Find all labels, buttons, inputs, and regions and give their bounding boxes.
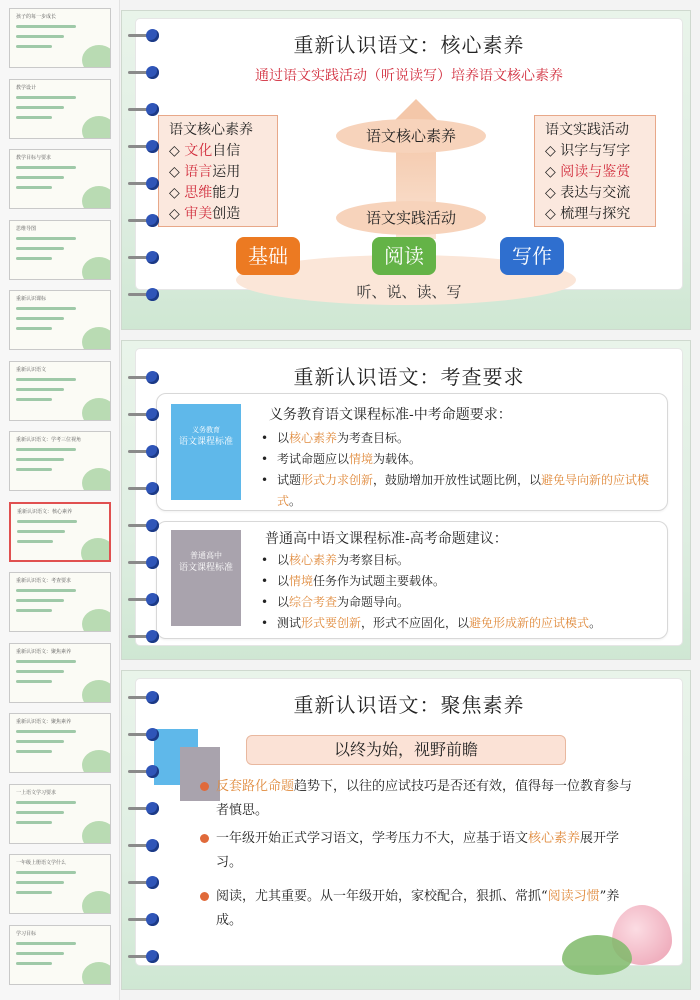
binder-ring <box>128 408 160 422</box>
thumbnail-line <box>16 116 52 119</box>
item-text: 。 <box>589 616 602 630</box>
para-text: 阅读，尤其重要。从一年级开始，家校配合，狠抓、常抓“ <box>216 889 548 904</box>
box-item <box>545 204 645 225</box>
box-heading: 语文实践活动 <box>545 122 629 138</box>
item-text: 试题 <box>277 473 302 487</box>
ring-hole-icon <box>146 140 159 153</box>
practice-ellipse: 语文实践活动 <box>336 201 486 235</box>
diamond-icon: ◇ <box>545 143 561 159</box>
thumbnail-label: 重新认识语文：聚焦素养 <box>16 648 72 655</box>
item-text: 表达与交流 <box>560 185 631 201</box>
requirements-list <box>257 428 657 512</box>
thumbnail-line <box>16 307 76 310</box>
practice-activity-box <box>534 115 656 227</box>
highlight-text: 审美 <box>184 206 213 222</box>
binder-ring <box>128 876 160 890</box>
thumbnail-label: 一年级上册语文学什么 <box>16 860 67 866</box>
highlight-text: 形式力求创新 <box>301 473 374 487</box>
box-item <box>169 183 267 204</box>
thumbnail-line <box>16 468 52 471</box>
binder-ring <box>128 251 160 265</box>
binder-ring <box>128 214 160 228</box>
item-text: 自信 <box>212 143 241 159</box>
ring-hole-icon <box>146 66 159 79</box>
highlight-text: 阅读习惯 <box>547 889 600 904</box>
thumbnail-line <box>16 609 52 612</box>
thumbnail-label: 重新认识语文：学考三位视角 <box>16 437 82 443</box>
slide-thumbnail[interactable] <box>9 79 111 139</box>
core-literacy-box <box>158 115 278 227</box>
ring-hole-icon <box>146 288 159 301</box>
item-text: 以 <box>277 574 290 588</box>
ring-hole-icon <box>146 839 159 852</box>
thumbnail-label: 重新认识语文 <box>16 366 47 373</box>
binder-ring <box>128 839 160 853</box>
thumbnail-line <box>16 327 52 330</box>
thumbnail-line <box>16 750 52 753</box>
requirement-item <box>257 550 677 571</box>
item-text: 任务作为试题主要载体。 <box>313 574 446 588</box>
leaf-decoration <box>81 538 111 562</box>
thumbnail-line <box>16 811 64 814</box>
slide-thumbnail[interactable] <box>9 290 111 350</box>
book-title-text: 语文课程标准 <box>178 437 233 447</box>
leaf-decoration <box>82 891 111 914</box>
thumbnail-line <box>16 186 52 189</box>
ring-hole-icon <box>146 765 159 778</box>
thumbnail-label: 学习目标 <box>16 930 37 937</box>
thumbnail-label: 教学目标与要求 <box>16 155 52 161</box>
para-text: 一年级开始正式学习语文，学考压力不大，应基于语文 <box>216 831 529 846</box>
slide-thumbnail[interactable] <box>9 502 111 562</box>
focus-paragraph <box>216 775 642 823</box>
book-cover-grey <box>180 747 220 801</box>
focus-paragraph <box>216 885 642 933</box>
highlight-text: 情境 <box>289 574 314 588</box>
thumbnail-label: 一上语文学习要求 <box>16 789 57 796</box>
thumbnail-line <box>16 25 76 28</box>
diamond-icon: ◇ <box>169 164 185 180</box>
leaf-decoration <box>82 609 111 632</box>
ring-hole-icon <box>146 214 159 227</box>
box-item <box>545 183 645 204</box>
ring-hole-icon <box>146 103 159 116</box>
slide-title: 重新认识语文：聚焦素养 <box>293 693 525 717</box>
slide-thumbnail[interactable] <box>9 361 111 421</box>
binder-ring <box>128 593 160 607</box>
binder-ring <box>128 29 160 43</box>
item-text: 为命题导向。 <box>337 595 410 609</box>
box-item <box>169 204 267 225</box>
ring-hole-icon <box>146 691 159 704</box>
item-text: ，鼓励增加开放性试题比例，以 <box>373 473 542 487</box>
binder-ring <box>128 913 160 927</box>
highlight-text: 反套路化命题 <box>216 779 295 794</box>
thumbnail-line <box>16 378 76 381</box>
slide-thumbnail[interactable] <box>9 854 111 914</box>
thumbnail-line <box>16 730 76 733</box>
book-cover-compulsory <box>171 404 241 500</box>
highlight-text: 语言 <box>184 164 213 180</box>
item-text: 考试命题应以 <box>277 452 350 466</box>
slide-thumbnail-panel[interactable] <box>0 0 120 1000</box>
bullet-dot-icon <box>200 782 209 791</box>
thumbnail-line <box>16 881 64 884</box>
leaf-decoration <box>82 186 111 209</box>
thumbnail-line <box>16 176 64 179</box>
leaf-decoration <box>82 468 111 491</box>
middle-school-card <box>156 393 668 511</box>
thumbnail-line <box>16 35 64 38</box>
ring-hole-icon <box>146 556 159 569</box>
thumbnail-line <box>17 540 53 543</box>
ring-hole-icon <box>146 408 159 421</box>
highlight-text: 情境 <box>349 452 374 466</box>
diamond-icon: ◇ <box>169 206 185 222</box>
thumbnail-line <box>16 398 52 401</box>
slide-thumbnail[interactable] <box>9 643 111 703</box>
thumbnail-line <box>16 247 64 250</box>
leaf-decoration <box>82 327 111 350</box>
thumbnail-label: 重新认识语文：聚焦素养 <box>16 719 72 725</box>
box-item <box>545 162 645 183</box>
binder-ring <box>128 691 160 705</box>
slide-thumbnail[interactable] <box>9 149 111 209</box>
binder-ring <box>128 519 160 533</box>
slide-exam-requirements[interactable] <box>121 340 691 660</box>
notebook-page <box>136 679 682 965</box>
thumbnail-label: 孩子的每一步成长 <box>16 14 57 20</box>
thumbnail-line <box>16 96 76 99</box>
ring-hole-icon <box>146 802 159 815</box>
thumbnail-line <box>16 599 64 602</box>
core-literacy-ellipse: 语文核心素养 <box>336 119 486 153</box>
item-text: 为考察目标。 <box>337 553 410 567</box>
book-cover-senior <box>171 530 241 626</box>
requirement-item <box>257 428 657 449</box>
binder-ring <box>128 482 160 496</box>
ring-hole-icon <box>146 371 159 384</box>
thumbnail-line <box>16 257 52 260</box>
binder-ring <box>128 140 160 154</box>
slide-core-literacy[interactable] <box>121 10 691 330</box>
requirement-item <box>257 470 657 512</box>
thumbnail-label: 重新认识语文：核心素养 <box>17 508 73 515</box>
binder-ring <box>128 802 160 816</box>
thumbnail-line <box>16 891 52 894</box>
binder-ring <box>128 66 160 80</box>
highlight-text: 避免导向新的应试模式 <box>277 473 650 508</box>
binder-ring <box>128 950 160 964</box>
thumbnail-line <box>16 680 52 683</box>
leaf-decoration <box>82 257 111 280</box>
para-text: ”养成。 <box>216 889 620 928</box>
slide-thumbnail[interactable] <box>9 220 111 280</box>
thumbnail-line <box>16 942 76 945</box>
banner: 以终为始，视野前瞻 <box>246 735 566 765</box>
slide-subtitle: 通过语文实践活动（听说读写）培养语文核心素养 <box>255 68 563 84</box>
binder-ring <box>128 630 160 644</box>
ring-hole-icon <box>146 630 159 643</box>
binder-ring <box>128 177 160 191</box>
thumbnail-line <box>16 740 64 743</box>
item-text: ，形式不应固化，以 <box>361 616 470 630</box>
item-text: 为载体。 <box>373 452 422 466</box>
ring-hole-icon <box>146 593 159 606</box>
slide-thumbnail[interactable] <box>9 713 111 773</box>
section-heading: 义务教育语文课程标准-中考命题要求： <box>269 407 512 423</box>
high-school-card <box>156 521 668 639</box>
highlight-text: 核心素养 <box>289 431 338 445</box>
notebook-page <box>136 349 682 645</box>
slide-title: 重新认识语文：考查要求 <box>293 365 525 389</box>
highlight-text: 形式要创新 <box>301 616 362 630</box>
diamond-icon: ◇ <box>545 206 561 222</box>
thumbnail-line <box>16 388 64 391</box>
highlight-text: 文化 <box>184 143 213 159</box>
thumbnail-label: 教学设计 <box>16 84 37 91</box>
thumbnail-line <box>16 670 64 673</box>
slide-thumbnail[interactable] <box>9 572 111 632</box>
thumbnail-line <box>16 952 64 955</box>
ring-hole-icon <box>146 913 159 926</box>
book-top-text: 普通高中 <box>190 551 222 560</box>
ring-hole-icon <box>146 519 159 532</box>
diamond-icon: ◇ <box>169 185 185 201</box>
thumbnail-line <box>16 106 64 109</box>
ring-hole-icon <box>146 876 159 889</box>
thumbnail-label: 重新认识课标 <box>16 296 47 302</box>
ring-hole-icon <box>146 251 159 264</box>
thumbnail-line <box>16 801 76 804</box>
highlight-text: 核心素养 <box>528 831 581 846</box>
requirement-item <box>257 592 677 613</box>
binder-ring <box>128 288 160 302</box>
slide-thumbnail[interactable] <box>9 784 111 844</box>
box-heading: 语文核心素养 <box>169 122 253 138</box>
thumbnail-line <box>16 871 76 874</box>
item-text: 以 <box>277 595 290 609</box>
section-heading: 普通高中语文课程标准-高考命题建议： <box>265 531 508 547</box>
requirement-item <box>257 449 657 470</box>
binder-ring <box>128 371 160 385</box>
leaf-decoration <box>82 45 111 68</box>
book-top-text: 义务教育 <box>192 426 220 434</box>
ring-hole-icon <box>146 445 159 458</box>
item-text: 以 <box>277 431 290 445</box>
highlight-text: 避免形成新的应试模式 <box>469 616 590 630</box>
para-text: 展开学习。 <box>216 831 620 870</box>
thumbnail-line <box>16 589 76 592</box>
highlight-text: 核心素养 <box>289 553 338 567</box>
focus-paragraph <box>216 827 642 875</box>
leaf-decoration <box>82 750 111 773</box>
thumbnail-line <box>17 530 65 533</box>
binder-ring <box>128 445 160 459</box>
bullet-dot-icon <box>200 892 209 901</box>
thumbnail-line <box>16 962 52 965</box>
thumbnail-line <box>16 660 76 663</box>
item-text: 为考查目标。 <box>337 431 410 445</box>
pill-reading: 阅读 <box>372 237 436 275</box>
leaf-decoration <box>82 962 111 985</box>
ring-hole-icon <box>146 728 159 741</box>
lotus-leaf-decoration <box>562 935 632 975</box>
thumbnail-line <box>16 821 52 824</box>
slide-title: 重新认识语文：核心素养 <box>293 33 525 57</box>
leaf-decoration <box>82 821 111 844</box>
thumbnail-line <box>16 458 64 461</box>
item-text: 识字与写字 <box>560 143 631 159</box>
slide-thumbnail[interactable] <box>9 925 111 985</box>
box-item <box>169 141 267 162</box>
leaf-decoration <box>82 398 111 421</box>
book-title-text: 语文课程标准 <box>178 563 233 573</box>
thumbnail-line <box>16 237 76 240</box>
slide-thumbnail[interactable] <box>9 8 111 68</box>
ring-hole-icon <box>146 29 159 42</box>
requirements-list <box>257 550 677 634</box>
item-text: 运用 <box>212 164 241 180</box>
diamond-icon: ◇ <box>545 164 561 180</box>
item-text: 测试 <box>277 616 302 630</box>
thumbnail-line <box>17 520 77 523</box>
para-text: 趋势下，以往的应试技巧是否还有效，值得每一位教育参与者慎思。 <box>216 779 633 818</box>
notebook-page <box>136 19 682 301</box>
highlight-text: 阅读与鉴赏 <box>560 164 631 180</box>
requirement-item <box>257 613 677 634</box>
slide-focus-literacy[interactable] <box>121 670 691 990</box>
diamond-icon: ◇ <box>545 185 561 201</box>
leaf-decoration <box>82 116 111 139</box>
binder-ring <box>128 103 160 117</box>
item-text: 梳理与探究 <box>560 206 631 222</box>
highlight-text: 思维 <box>184 185 213 201</box>
pill-writing: 写作 <box>500 237 564 275</box>
thumbnail-line <box>16 166 76 169</box>
binder-ring <box>128 556 160 570</box>
binder-ring <box>128 728 160 742</box>
thumbnail-line <box>16 317 64 320</box>
ring-hole-icon <box>146 482 159 495</box>
bottom-text: 听、说、读、写 <box>356 283 462 301</box>
diamond-icon: ◇ <box>169 143 185 159</box>
box-item <box>169 162 267 183</box>
item-text: 能力 <box>212 185 241 201</box>
slide-thumbnail[interactable] <box>9 431 111 491</box>
thumbnail-label: 重新认识语文：考查要求 <box>16 578 72 584</box>
item-text: 以 <box>277 553 290 567</box>
item-text: 。 <box>289 494 302 508</box>
ring-hole-icon <box>146 950 159 963</box>
binder-ring <box>128 765 160 779</box>
box-item <box>545 141 645 162</box>
thumbnail-line <box>16 448 76 451</box>
thumbnail-line <box>16 45 52 48</box>
highlight-text: 综合考查 <box>289 595 338 609</box>
bullet-dot-icon <box>200 834 209 843</box>
ring-hole-icon <box>146 177 159 190</box>
requirement-item <box>257 571 677 592</box>
item-text: 创造 <box>212 206 241 222</box>
thumbnail-label: 思维导图 <box>16 225 37 232</box>
pill-foundation: 基础 <box>236 237 300 275</box>
leaf-decoration <box>82 680 111 703</box>
